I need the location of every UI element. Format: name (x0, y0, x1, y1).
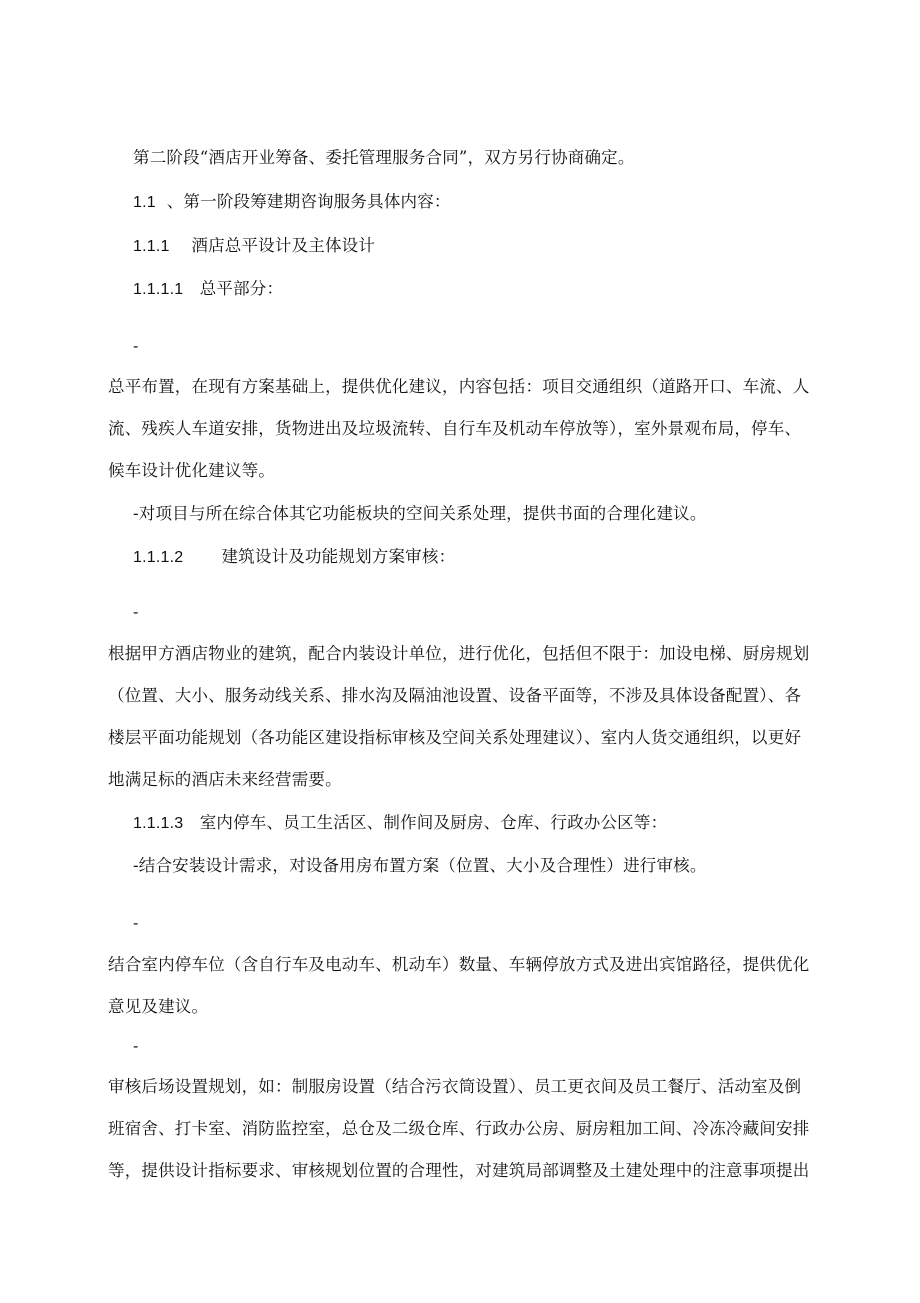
heading-1-1-1-3 (133, 813, 667, 834)
heading-text: 室内停车、员工生活区、制作间及厨房、仓库、行政办公区等： (199, 813, 668, 832)
heading-number: 1.1.1 (133, 238, 170, 255)
heading-1-1-1-1 (133, 279, 283, 300)
paragraph-line: 候车设计优化建议等。 (108, 461, 275, 480)
list-dash: - (133, 1038, 139, 1055)
paragraph-phase-two: 第二阶段“酒店开业筹备、委托管理服务合同”，双方另行协商确定。 (133, 148, 635, 167)
paragraph-equipment-room: -结合安装设计需求，对设备用房布置方案（位置、大小及合理性）进行审核。 (133, 856, 707, 875)
paragraph-line: （位置、大小、服务动线关系、排水沟及隔油池设置、设备平面等，不涉及具体设备配置）、各 (108, 686, 802, 705)
heading-text: 酒店总平设计及主体设计 (191, 236, 376, 255)
paragraph-line: 意见及建议。 (108, 997, 209, 1016)
heading-1-1 (133, 192, 451, 213)
paragraph-line: 地满足标的酒店未来经营需要。 (108, 770, 342, 789)
heading-1-1-1 (133, 236, 375, 257)
heading-number: 1.1.1.3 (133, 815, 184, 832)
paragraph-line: 总平布置，在现有方案基础上，提供优化建议，内容包括：项目交通组织（道路开口、车流、人 (108, 377, 810, 396)
heading-text: 总平部分： (199, 279, 284, 298)
heading-1-1-1-2 (133, 547, 455, 568)
list-dash: - (133, 338, 139, 355)
paragraph-line: 审核后场设置规划，如：制服房设置（结合污衣筒设置）、员工更衣间及员工餐厅、活动室及倒 (108, 1077, 802, 1096)
heading-number: 1.1 (133, 194, 156, 211)
heading-number: 1.1.1.2 (133, 549, 184, 566)
paragraph-line: 根据甲方酒店物业的建筑，配合内装设计单位，进行优化，包括但不限于：加设电梯、厨房规划 (108, 644, 810, 663)
paragraph-line: 等，提供设计指标要求、审核规划位置的合理性，对建筑局部调整及土建处理中的注意事项提出 (108, 1161, 810, 1180)
paragraph-line: 流、残疾人车道安排，货物进出及垃圾流转、自行车及机动车停放等），室外景观布局，停车、 (108, 419, 802, 438)
heading-number: 1.1.1.1 (133, 281, 184, 298)
list-dash: - (133, 915, 139, 932)
paragraph-spatial-relation: -对项目与所在综合体其它功能板块的空间关系处理，提供书面的合理化建议。 (133, 504, 707, 523)
heading-text: 建筑设计及功能规划方案审核： (221, 547, 456, 566)
heading-text: 、第一阶段筹建期咨询服务具体内容： (166, 192, 451, 211)
paragraph-line: 楼层平面功能规划（各功能区建设指标审核及空间关系处理建议）、室内人货交通组织，以更好 (108, 728, 802, 747)
list-dash: - (133, 604, 139, 621)
paragraph-line: 班宿舍、打卡室、消防监控室，总仓及二级仓库、行政办公房、厨房粗加工间、冷冻冷藏间安排 (108, 1119, 810, 1138)
paragraph-line: 结合室内停车位（含自行车及电动车、机动车）数量、车辆停放方式及进出宾馆路径，提供优化 (108, 955, 810, 974)
